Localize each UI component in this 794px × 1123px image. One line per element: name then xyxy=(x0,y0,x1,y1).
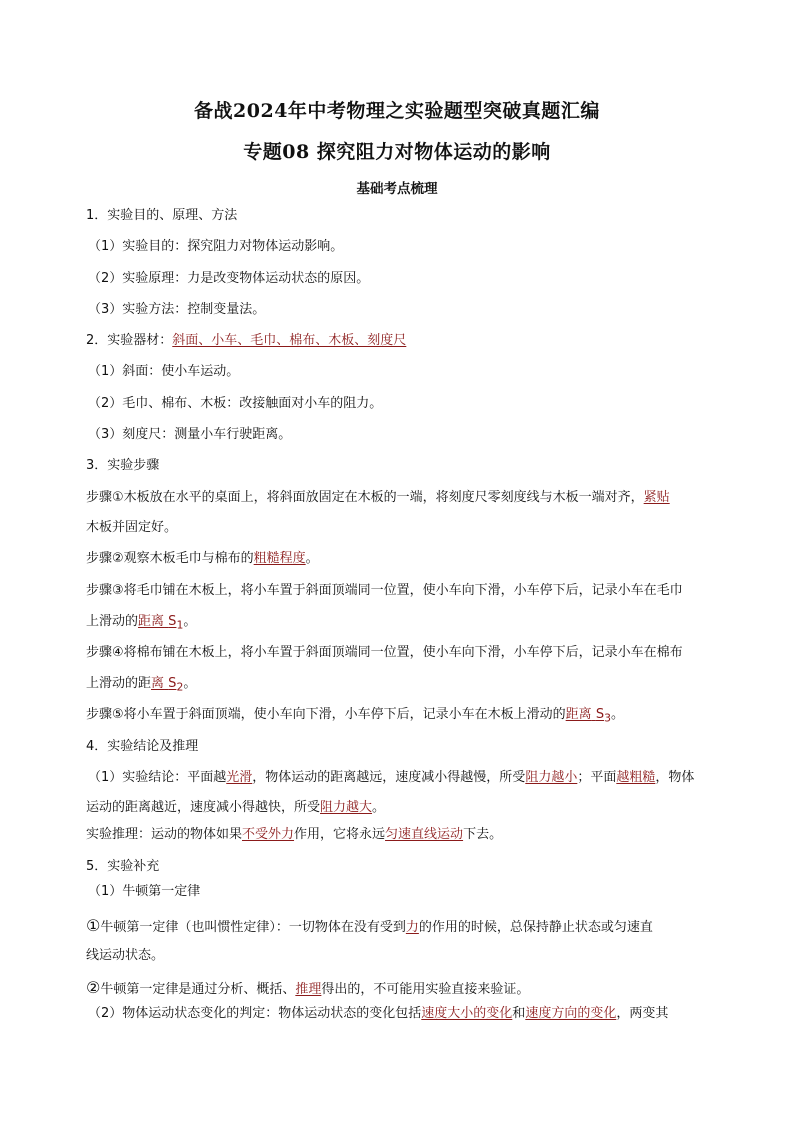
material-surfaces-line: （2）毛巾、棉布、木板：改接触面对小车的阻力。 xyxy=(88,396,383,411)
step-5-symbol: S xyxy=(595,707,605,722)
step-3-line-1: 步骤③将毛巾铺在木板上，将小车置于斜面顶端同一位置，使小车向下滑，小车停下后，记录小车在毛巾 xyxy=(86,583,683,598)
step-2-line xyxy=(86,550,716,568)
newton-text-a: 牛顿第一定律（也叫惯性定律）：一切物体在没有受到 xyxy=(100,920,406,935)
step-3-answer xyxy=(138,614,184,632)
conclusion-answer-rough: 越粗糙 xyxy=(616,770,656,785)
section-5-heading: 5．实验补充 xyxy=(86,859,160,874)
motion-answer-direction: 速度方向的变化 xyxy=(525,1006,617,1021)
motion-text-a: （2）物体运动状态变化的判定：物体运动状态的变化包括 xyxy=(88,1006,422,1021)
step-4-line-1: 步骤④将棉布铺在木板上，将小车置于斜面顶端同一位置，使小车向下滑，小车停下后，记录小车在棉布 xyxy=(86,645,683,660)
section-subtitle: 基础考点梳理 xyxy=(356,181,438,197)
inference-text-c: 下去。 xyxy=(463,827,503,842)
section-1-heading: 1．实验目的、原理、方法 xyxy=(86,208,238,223)
step-5-end: 。 xyxy=(610,707,624,722)
conclusion-text-a: （1）实验结论：平面越 xyxy=(88,770,227,785)
newton-law-line-2: 线运动状态。 xyxy=(86,948,165,963)
material-ruler-line: （3）刻度尺：测量小车行驶距离。 xyxy=(88,427,292,442)
conclusion-text-e: 运动的距离越近，速度减小得越快，所受 xyxy=(86,800,321,815)
step-2-end: 。 xyxy=(305,551,319,566)
conclusion-line-1 xyxy=(88,769,718,787)
newton-answer-force: 力 xyxy=(405,920,419,935)
step-4-text: 上滑动的距 xyxy=(86,676,152,691)
conclusion-text-d: ，物体 xyxy=(655,770,695,785)
step-5-line xyxy=(86,706,716,728)
section-2-heading xyxy=(86,332,716,350)
step-4-symbol: S xyxy=(168,676,177,691)
step-4-subscript: 2 xyxy=(176,680,184,694)
step-5-subscript: 3 xyxy=(604,711,611,725)
step-5-answer-word: 距离 xyxy=(565,707,592,722)
step-4-answer-word: 离 xyxy=(151,676,165,691)
step-5-answer xyxy=(565,707,611,725)
conclusion-text-c: ；平面 xyxy=(577,770,617,785)
document-title: 备战2024年中考物理之实验题型突破真题汇编 xyxy=(194,100,600,122)
step-3-end: 。 xyxy=(183,614,197,629)
step-2-answer: 粗糙程度 xyxy=(253,551,306,566)
step-3-answer-word: 距离 xyxy=(138,614,165,629)
materials-answer: 斜面、小车、毛巾、棉布、木板、刻度尺 xyxy=(172,333,407,348)
principle-line: （2）实验原理：力是改变物体运动状态的原因。 xyxy=(88,271,370,286)
motion-state-line xyxy=(88,1005,718,1023)
step-4-answer xyxy=(151,676,184,694)
step-3-text: 上滑动的 xyxy=(86,614,139,629)
newton-law-line-3 xyxy=(86,979,716,999)
step-4-end: 。 xyxy=(183,676,197,691)
step-4-line-2 xyxy=(86,675,716,697)
conclusion-answer-less-resistance: 阻力越小 xyxy=(525,770,578,785)
motion-answer-speed: 速度大小的变化 xyxy=(421,1006,513,1021)
conclusion-answer-more-resistance: 阻力越大 xyxy=(320,800,373,815)
motion-text-b: 和 xyxy=(512,1006,526,1021)
inference-answer-no-force: 不受外力 xyxy=(242,827,295,842)
purpose-line: （1）实验目的：探究阻力对物体运动影响。 xyxy=(88,239,344,254)
inference-answer-uniform-motion: 匀速直线运动 xyxy=(385,827,464,842)
section-4-heading: 4．实验结论及推理 xyxy=(86,739,199,754)
conclusion-text-b: ，物体运动的距离越远，速度减小得越慢，所受 xyxy=(252,770,526,785)
materials-label: 2．实验器材： xyxy=(86,333,173,348)
method-line: （3）实验方法：控制变量法。 xyxy=(88,302,266,317)
step-3-subscript: 1 xyxy=(176,618,184,632)
newton-text-d: 得出的，不可能用实验直接来验证。 xyxy=(321,982,530,997)
step-1-line-1 xyxy=(86,489,716,507)
material-incline-line: （1）斜面：使小车运动。 xyxy=(88,364,240,379)
step-1-text: 步骤①木板放在水平的桌面上，将斜面放固定在木板的一端，将刻度尺零刻度线与木板一端对齐， xyxy=(86,490,644,505)
motion-text-c: ，两变其 xyxy=(616,1006,669,1021)
point-1-marker: ① xyxy=(86,916,101,935)
newton-text-c: 牛顿第一定律是通过分析、概括、 xyxy=(100,982,296,997)
conclusion-answer-smooth: 光滑 xyxy=(226,770,253,785)
step-2-text: 步骤②观察木板毛巾与棉布的 xyxy=(86,551,254,566)
step-3-symbol: S xyxy=(168,614,177,629)
section-3-heading: 3．实验步骤 xyxy=(86,458,160,473)
step-3-line-2 xyxy=(86,613,716,635)
inference-text-a: 实验推理：运动的物体如果 xyxy=(86,827,243,842)
inference-text-b: 作用，它将永远 xyxy=(294,827,386,842)
newton-answer-reasoning: 推理 xyxy=(295,982,322,997)
conclusion-text-f: 。 xyxy=(372,800,386,815)
conclusion-line-2 xyxy=(86,799,716,817)
point-2-marker: ② xyxy=(86,978,101,997)
topic-title: 专题08 探究阻力对物体运动的影响 xyxy=(243,141,551,163)
newton-law-heading: （1）牛顿第一定律 xyxy=(88,884,201,899)
step-1-line-2: 木板并固定好。 xyxy=(86,520,178,535)
newton-text-b: 的作用的时候，总保持静止状态或匀速直 xyxy=(418,920,653,935)
inference-line xyxy=(86,826,716,844)
newton-law-line-1 xyxy=(86,917,716,937)
step-1-answer: 紧贴 xyxy=(643,490,670,505)
step-5-text: 步骤⑤将小车置于斜面顶端，使小车向下滑，小车停下后，记录小车在木板上滑动的 xyxy=(86,707,566,722)
